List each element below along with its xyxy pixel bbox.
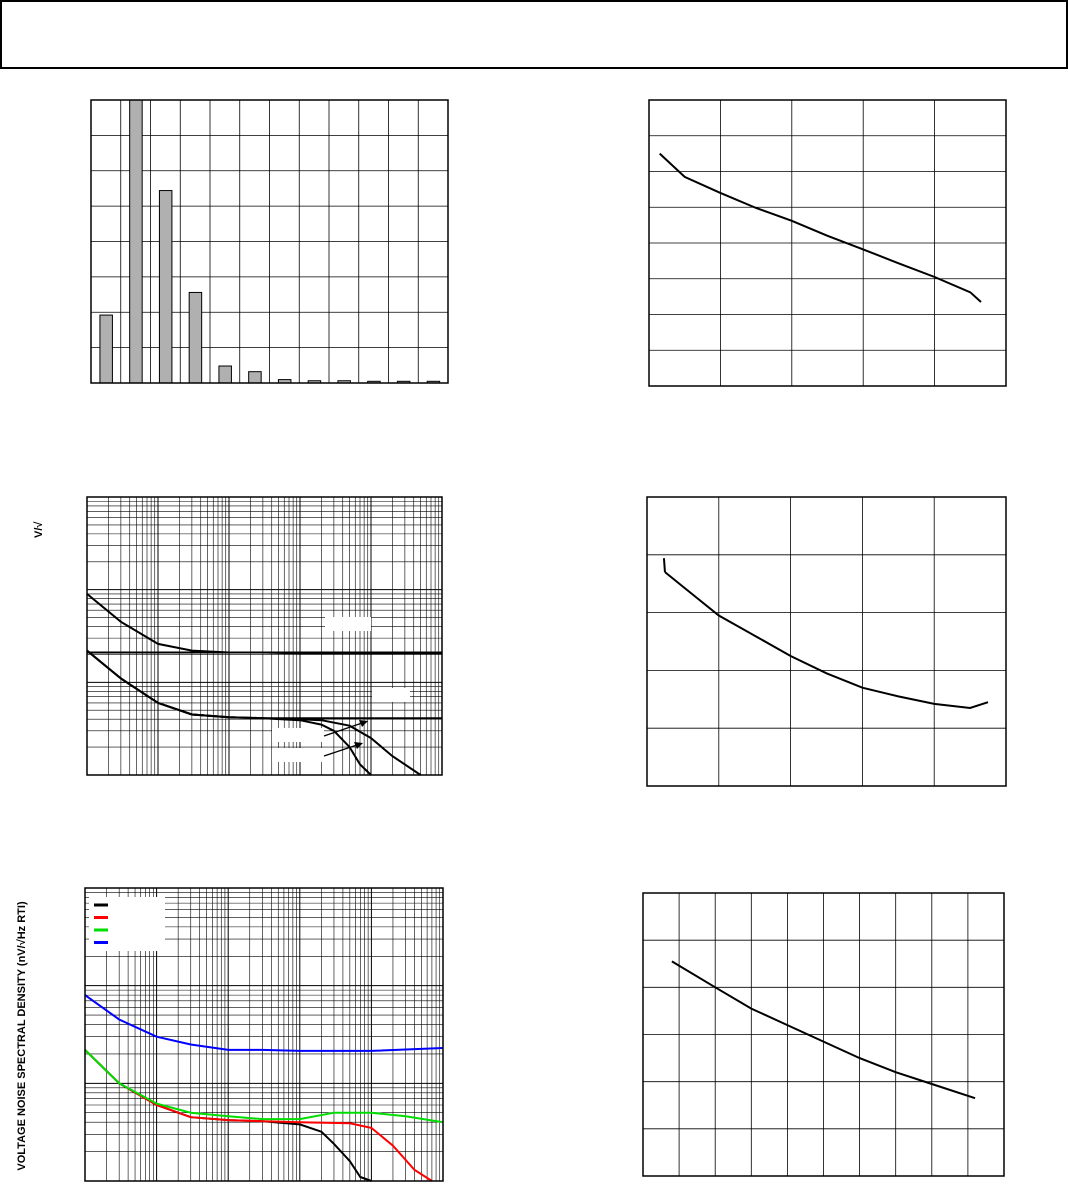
bottom-left-series-line-2 [85,1050,432,1181]
mid-right-series-line [665,572,988,708]
mid-left-label-box [325,617,371,631]
histogram-bar [159,191,171,383]
mid-right-frame [647,497,1006,786]
histogram-bar [219,366,231,383]
mid-right-series-start [664,558,665,572]
mid-left-frame [87,497,442,775]
mid-left-label-box [272,728,324,742]
histogram-bar [130,100,142,383]
bottom-left-series-line-4 [85,995,443,1051]
mid-left-series-line-1 [87,594,442,654]
histogram-bar [100,315,112,383]
top-right-series-line [660,154,981,302]
bottom-left-series-line-3 [85,1050,443,1122]
histogram-bar [189,292,201,383]
y-axis-label-mid-left: V/√ [33,521,45,538]
mid-left-label-box [272,748,324,762]
mid-left-series-line-2 [87,651,442,719]
y-axis-label-bottom-left: VOLTAGE NOISE SPECTRAL DENSITY (nV/√Hz RTI) [16,901,28,1171]
mid-left-label-box [372,688,410,702]
histogram-bar [249,372,261,383]
